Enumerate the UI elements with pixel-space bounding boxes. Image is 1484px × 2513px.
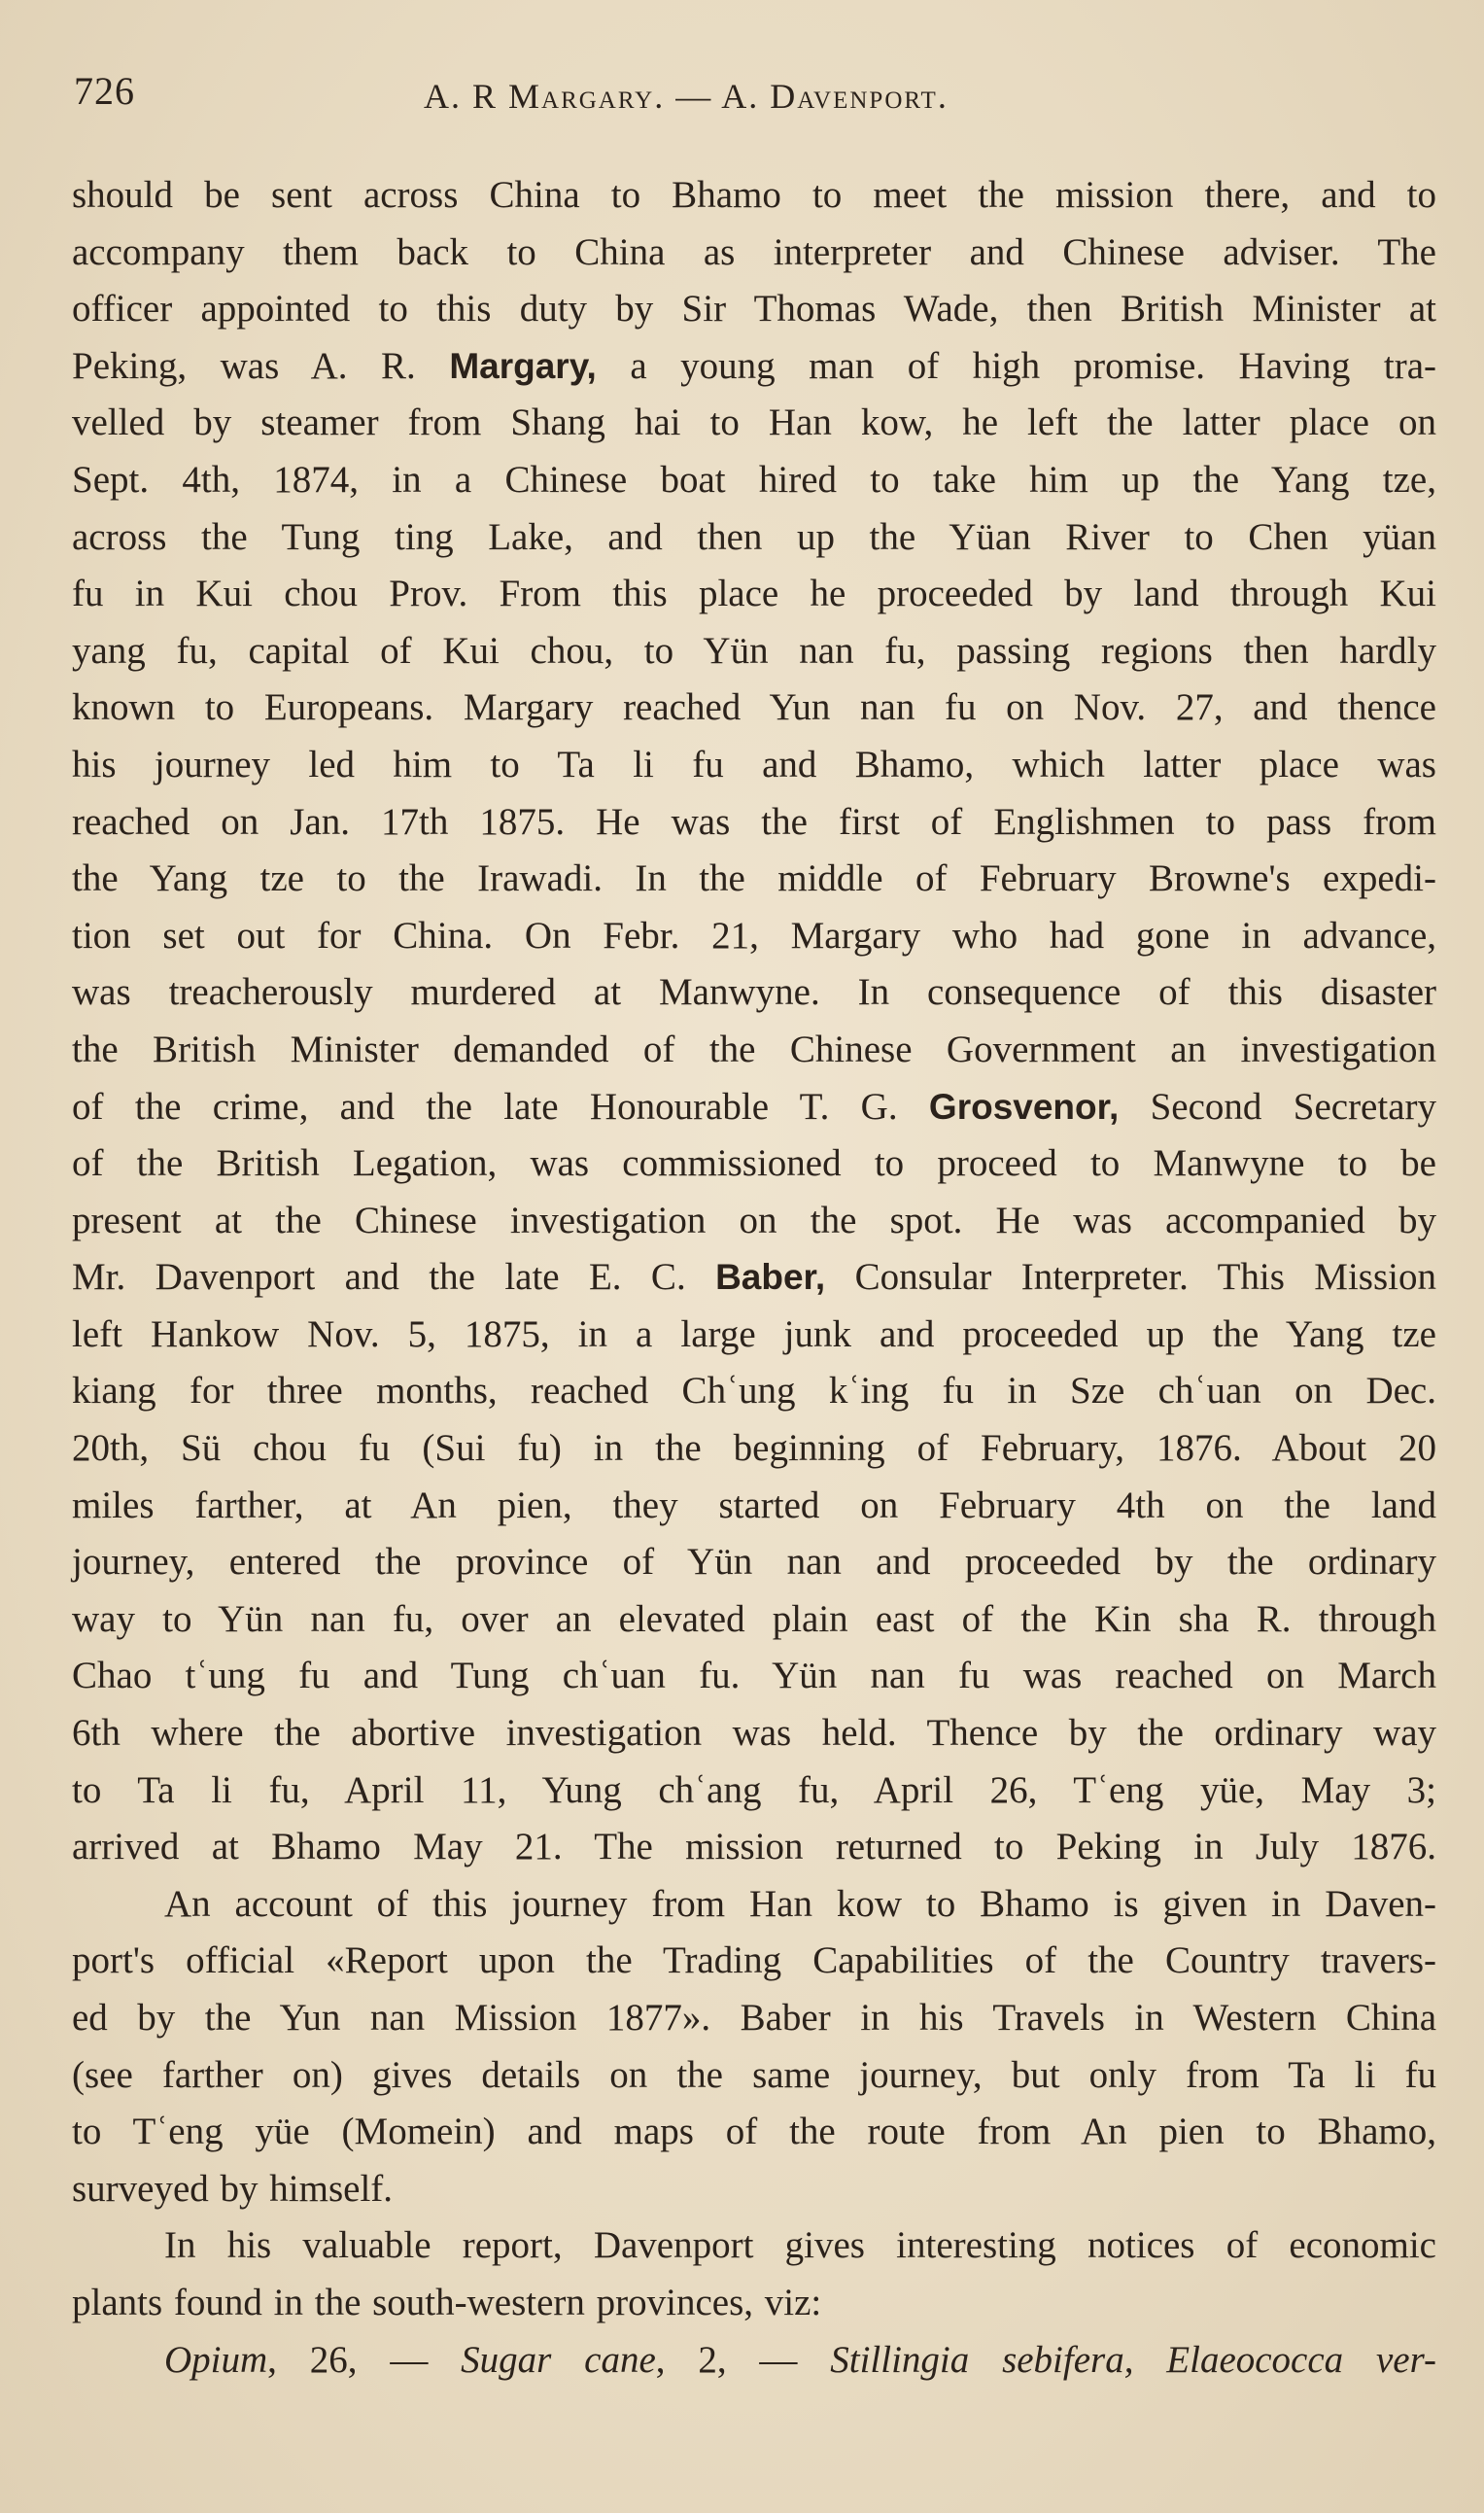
text-line: across the Tung ting Lake, and then up the Yüan River to Chen yüan [72,515,1436,558]
text-line: Sept. 4th, 1874, in a Chinese boat hired to take him up the Yang tze, [72,458,1436,501]
name-grosvenor: Grosvenor, [928,1086,1120,1127]
text-line: to Ta li fu, April 11, Yung chʿang fu, April 26, Tʿeng yüe, May 3; [72,1768,1436,1811]
paragraph-2 [72,1876,1436,2218]
text-run: Second Secretary [1119,1085,1436,1128]
name-baber: Baber, [715,1257,826,1298]
paragraph-4 [72,2332,1436,2390]
running-head: A. R Margary. — A. Davenport. [424,77,949,116]
text-line: plants found in the south-western provinces, viz: [72,2281,822,2323]
text-line: his journey led him to Ta li fu and Bhamo, which latter place was [72,743,1436,785]
text-line: left Hankow Nov. 5, 1875, in a large junk and proceeded up the Yang tze [72,1312,1436,1355]
text-line: An account of this journey from Han kow to Bhamo is given in Daven- [164,1882,1436,1925]
text-line: port's official «Report upon the Trading Capabilities of the Country travers- [72,1939,1436,1982]
text-line: was treacherously murdered at Manwyne. In consequence of this disaster [72,971,1436,1014]
text-line: kiang for three months, reached Chʿung kʿing fu in Sze chʿuan on Dec. [72,1370,1436,1413]
text-line: miles farther, at An pien, they started on February 4th on the land [72,1483,1436,1526]
text-run: Consular Interpreter. This Mission [825,1256,1437,1299]
name-margary: Margary, [449,345,597,386]
text-line: accompany them back to China as interpreter and Chinese adviser. The [72,230,1436,273]
text-line: 6th where the abortive investigation was held. Thence by the ordinary way [72,1712,1436,1755]
text-line: present at the Chinese investigation on the spot. He was accompanied by [72,1199,1436,1241]
text-line: the Yang tze to the Irawadi. In the middle of February Browne's expedi- [72,857,1436,900]
text-line: (see farther on) gives details on the same journey, but only from Ta li fu [72,2053,1436,2096]
page-number: 726 [74,69,135,113]
text-line: journey, entered the province of Yün nan and proceeded by the ordinary [72,1541,1436,1584]
text-run: Peking, was A. R. [72,344,450,387]
text-line: velled by steamer from Shang hai to Han kow, he left the latter place on [72,401,1436,444]
text-line: to Tʿeng yüe (Momein) and maps of the route from An pien to Bhamo, [72,2111,1436,2153]
text-line: 20th, Sü chou fu (Sui fu) in the beginning of February, 1876. About 20 [72,1427,1436,1470]
text-run: Mr. Davenport and the late E. C. [72,1256,716,1299]
text-line: of the British Legation, was commissioned to proceed to Manwyne to be [72,1142,1436,1185]
plant-opium: Opium [164,2338,268,2381]
text-line: In his valuable report, Davenport gives interesting notices of economic [164,2224,1436,2267]
text-run: , 26, — [267,2338,462,2381]
text-line: tion set out for China. On Febr. 21, Margary who had gone in advance, [72,914,1436,957]
text-line: fu in Kui chou Prov. From this place he proceeded by land through Kui [72,573,1436,615]
text-line: Chao tʿung fu and Tung chʿuan fu. Yün nan fu was reached on March [72,1655,1436,1697]
text-line: ed by the Yun nan Mission 1877». Baber in his Travels in Western China [72,1997,1436,2039]
text-line [72,1249,1436,1307]
text-line: yang fu, capital of Kui chou, to Yün nan fu, passing regions then hardly [72,629,1436,672]
text-run: a young man of high promise. Having tra- [596,344,1436,387]
text-line: known to Europeans. Margary reached Yun nan fu on Nov. 27, and thence [72,686,1436,729]
body-text [72,167,1436,2389]
paragraph-3 [72,2217,1436,2331]
text-line: way to Yün nan fu, over an elevated plain east of the Kin sha R. through [72,1597,1436,1640]
text-line: surveyed by himself. [72,2167,394,2210]
plant-stillingia: Stillingia sebifera, Elaeococca ver- [830,2338,1437,2381]
text-line [72,1079,1436,1136]
plant-sugar-cane: Sugar cane [461,2338,656,2381]
text-line: should be sent across China to Bhamo to meet the mission there, and to [72,174,1436,216]
text-line [72,338,1436,396]
text-line: reached on Jan. 17th 1875. He was the first of Englishmen to pass from [72,800,1436,843]
text-line [72,2332,1436,2390]
text-line: arrived at Bhamo May 21. The mission returned to Peking in July 1876. [72,1826,1436,1868]
text-run: , 2, — [655,2338,831,2381]
paragraph-1 [72,167,1436,1876]
text-run: of the crime, and the late Honourable T. G. [72,1085,929,1128]
text-line: the British Minister demanded of the Chinese Government an investigation [72,1028,1436,1070]
page-header [74,68,1434,126]
text-line: officer appointed to this duty by Sir Thomas Wade, then British Minister at [72,288,1436,331]
